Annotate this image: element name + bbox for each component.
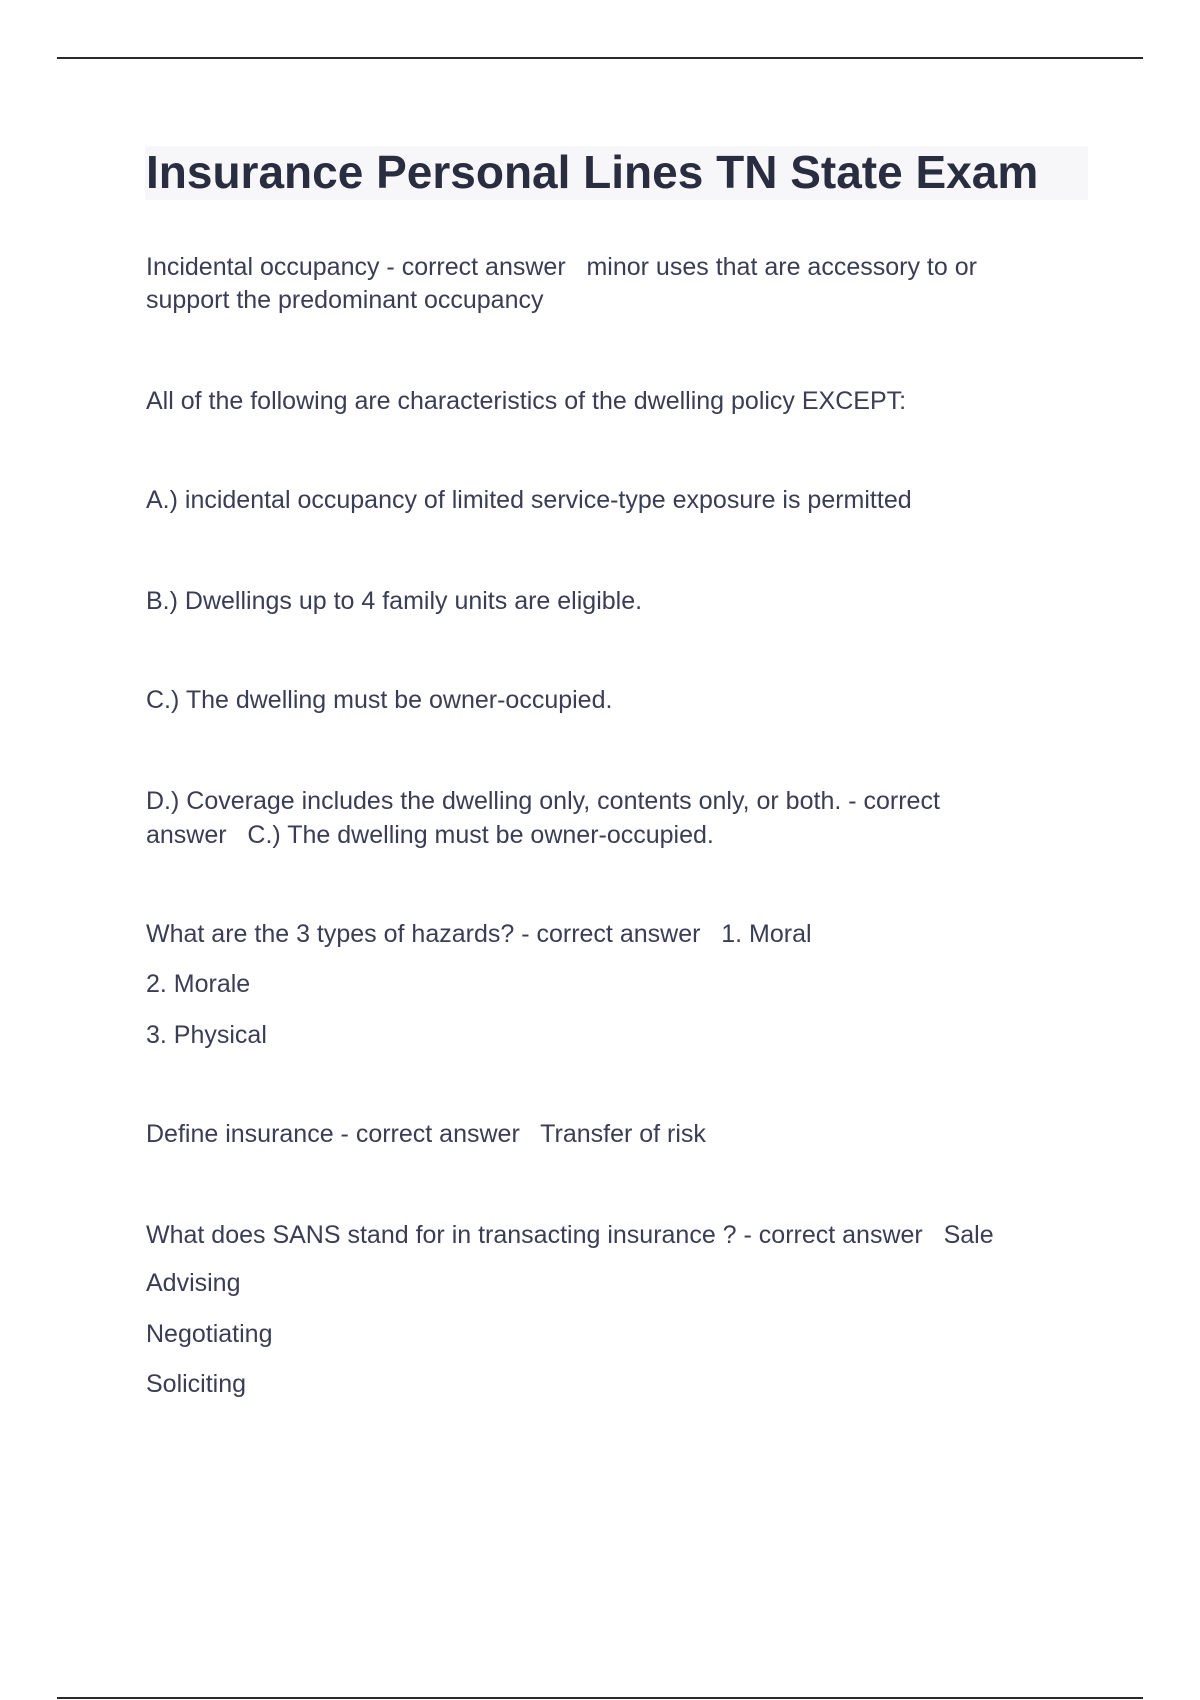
q2-option-d-line2: answer C.) The dwelling must be owner-occupied. xyxy=(146,821,714,849)
q3-line2: 2. Morale xyxy=(146,970,251,998)
q5-line2: Advising xyxy=(146,1269,241,1297)
q2-stem: All of the following are characteristics of the dwelling policy EXCEPT: xyxy=(146,387,907,415)
q1-line1: Incidental occupancy - correct answer minor uses that are accessory to or xyxy=(146,253,977,281)
q5-line1: What does SANS stand for in transacting insurance ? - correct answer Sale xyxy=(146,1221,994,1249)
q2-option-d-line1: D.) Coverage includes the dwelling only, contents only, or both. - correct xyxy=(146,787,940,815)
q3-line3: 3. Physical xyxy=(146,1021,267,1049)
page-title: Insurance Personal Lines TN State Exam xyxy=(146,146,1039,198)
q2-option-b: B.) Dwellings up to 4 family units are eligible. xyxy=(146,587,643,615)
q3-line1: What are the 3 types of hazards? - correct answer 1. Moral xyxy=(146,920,812,948)
footer-rule xyxy=(57,1697,1143,1699)
q2-option-a: A.) incidental occupancy of limited service-type exposure is permitted xyxy=(146,486,912,514)
q2-option-c: C.) The dwelling must be owner-occupied. xyxy=(146,686,613,714)
q1-line2: support the predominant occupancy xyxy=(146,286,544,314)
q5-line4: Soliciting xyxy=(146,1370,247,1398)
q5-line3: Negotiating xyxy=(146,1320,273,1348)
header-rule xyxy=(57,57,1143,59)
q4-line1: Define insurance - correct answer Transfer of risk xyxy=(146,1120,706,1148)
